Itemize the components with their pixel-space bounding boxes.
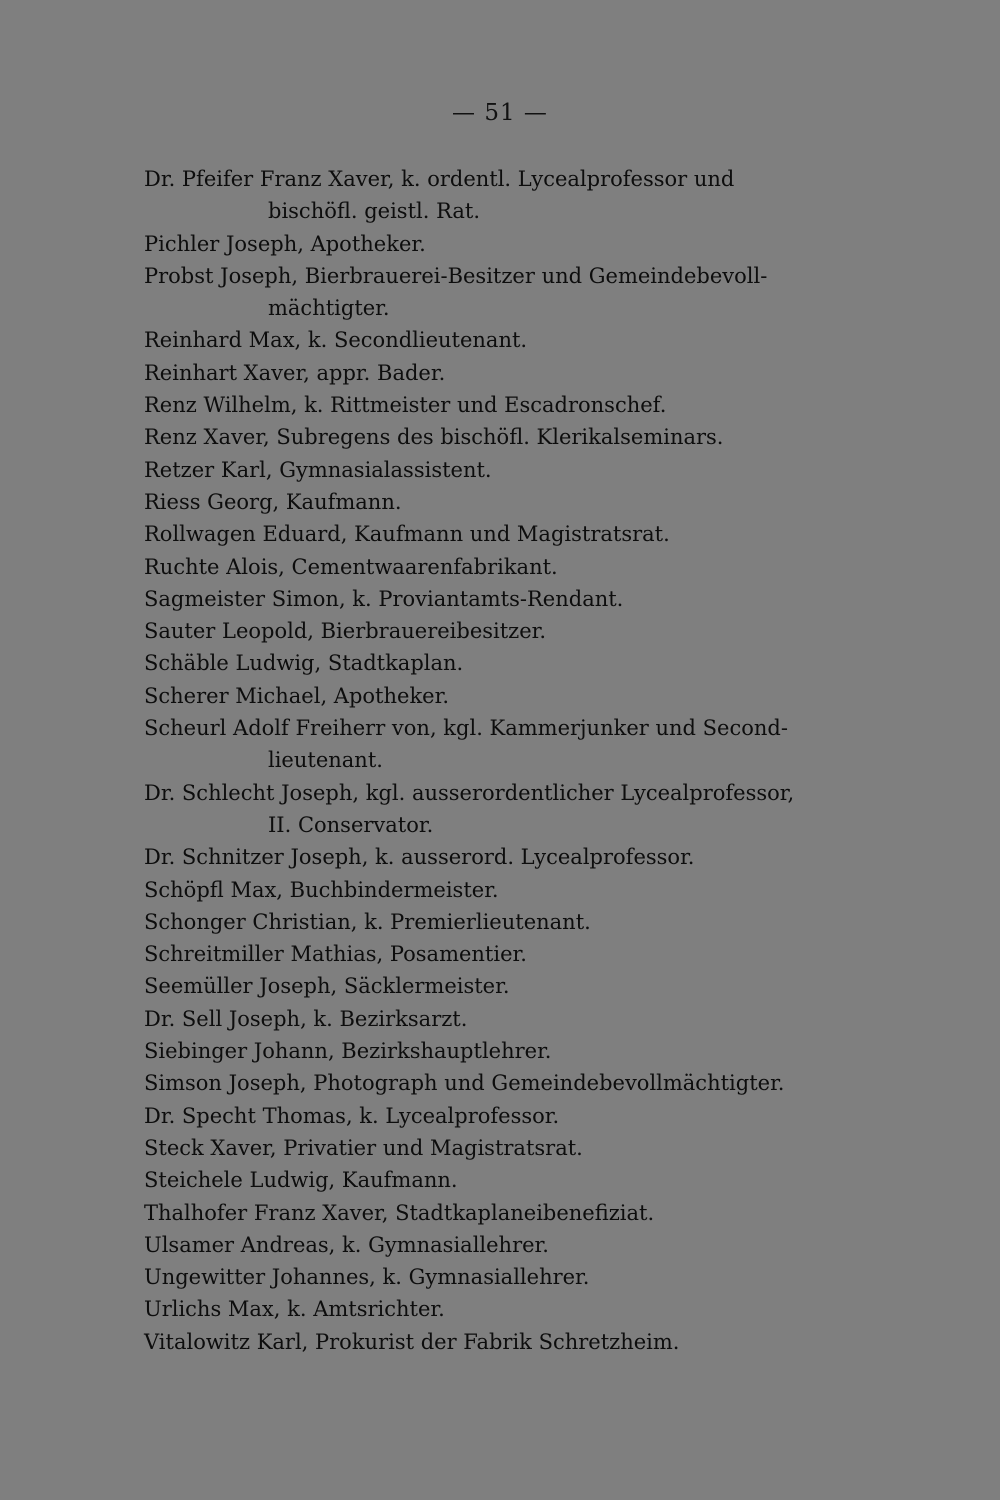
list-item xyxy=(144,874,964,906)
list-item xyxy=(144,680,964,712)
list-item xyxy=(144,163,964,228)
entry-text: Dr. Schnitzer Joseph, k. ausserord. Lycealprofessor. xyxy=(144,845,695,870)
list-item xyxy=(144,486,964,518)
entry-text: Siebinger Johann, Bezirkshauptlehrer. xyxy=(144,1039,552,1064)
entry-continuation: II. Conservator. xyxy=(268,812,434,837)
entry-text: Renz Xaver, Subregens des bischöfl. Klerikalseminars. xyxy=(144,425,724,450)
entry-text: Retzer Karl, Gymnasialassistent. xyxy=(144,457,492,482)
entry-text: Schonger Christian, k. Premierlieutenant. xyxy=(144,909,591,934)
list-item xyxy=(144,518,964,550)
entry-text: Simson Joseph, Photograph und Gemeindebevollmächtigter. xyxy=(144,1071,785,1096)
list-item xyxy=(144,324,964,356)
list-item xyxy=(144,357,964,389)
entry-text: Reinhart Xaver, appr. Bader. xyxy=(144,360,446,385)
entry-text: Ulsamer Andreas, k. Gymnasiallehrer. xyxy=(144,1232,549,1257)
entry-text: Probst Joseph, Bierbrauerei-Besitzer und Gemeindebevoll- xyxy=(144,263,768,288)
list-item xyxy=(144,1197,964,1229)
list-item xyxy=(144,1261,964,1293)
list-item xyxy=(144,551,964,583)
entry-text: Renz Wilhelm, k. Rittmeister und Escadronschef. xyxy=(144,393,667,418)
list-item xyxy=(144,1035,964,1067)
list-item xyxy=(144,389,964,421)
entry-text: Riess Georg, Kaufmann. xyxy=(144,489,402,514)
list-item xyxy=(144,1293,964,1325)
list-item xyxy=(144,228,964,260)
list-item xyxy=(144,454,964,486)
entry-text: Schöpfl Max, Buchbindermeister. xyxy=(144,877,499,902)
entry-text: Seemüller Joseph, Säcklermeister. xyxy=(144,974,510,999)
list-item xyxy=(144,938,964,970)
entry-text: Schreitmiller Mathias, Posamentier. xyxy=(144,942,527,967)
list-item xyxy=(144,1003,964,1035)
list-item xyxy=(144,712,964,777)
entry-text: Schäble Ludwig, Stadtkaplan. xyxy=(144,651,464,676)
entry-text: Steck Xaver, Privatier und Magistratsrat. xyxy=(144,1135,583,1160)
entry-text: Rollwagen Eduard, Kaufmann und Magistratsrat. xyxy=(144,522,670,547)
entry-text: Sagmeister Simon, k. Proviantamts-Rendant. xyxy=(144,586,624,611)
list-item xyxy=(144,260,964,325)
list-item xyxy=(144,1229,964,1261)
entry-text: Scherer Michael, Apotheker. xyxy=(144,683,450,708)
entry-text: Sauter Leopold, Bierbrauereibesitzer. xyxy=(144,619,547,644)
entry-continuation: lieutenant. xyxy=(268,748,383,773)
entry-text: Ungewitter Johannes, k. Gymnasiallehrer. xyxy=(144,1265,590,1290)
entry-text: Steichele Ludwig, Kaufmann. xyxy=(144,1168,458,1193)
list-item xyxy=(144,1326,964,1358)
list-item xyxy=(144,647,964,679)
member-list xyxy=(144,163,964,1358)
entry-continuation: bischöfl. geistl. Rat. xyxy=(268,199,481,224)
list-item xyxy=(144,615,964,647)
entry-text: Dr. Specht Thomas, k. Lycealprofessor. xyxy=(144,1103,560,1128)
list-item xyxy=(144,777,964,842)
list-item xyxy=(144,1164,964,1196)
list-item xyxy=(144,583,964,615)
entry-continuation: mächtigter. xyxy=(268,296,390,321)
list-item xyxy=(144,1132,964,1164)
entry-text: Urlichs Max, k. Amtsrichter. xyxy=(144,1297,445,1322)
entry-text: Thalhofer Franz Xaver, Stadtkaplaneibenefiziat. xyxy=(144,1200,655,1225)
entry-text: Dr. Pfeifer Franz Xaver, k. ordentl. Lycealprofessor und xyxy=(144,167,735,191)
list-item xyxy=(144,421,964,453)
page-number: — 51 — xyxy=(452,100,548,126)
list-item xyxy=(144,1067,964,1099)
list-item xyxy=(144,841,964,873)
entry-text: Scheurl Adolf Freiherr von, kgl. Kammerjunker und Second- xyxy=(144,716,788,741)
entry-text: Reinhard Max, k. Secondlieutenant. xyxy=(144,328,528,353)
entry-text: Ruchte Alois, Cementwaarenfabrikant. xyxy=(144,554,558,579)
entry-text: Vitalowitz Karl, Prokurist der Fabrik Schretzheim. xyxy=(144,1329,680,1354)
list-item xyxy=(144,970,964,1002)
list-item xyxy=(144,906,964,938)
list-item xyxy=(144,1100,964,1132)
entry-text: Dr. Schlecht Joseph, kgl. ausserordentlicher Lycealprofessor, xyxy=(144,780,795,805)
entry-text: Pichler Joseph, Apotheker. xyxy=(144,231,426,256)
entry-text: Dr. Sell Joseph, k. Bezirksarzt. xyxy=(144,1006,468,1031)
